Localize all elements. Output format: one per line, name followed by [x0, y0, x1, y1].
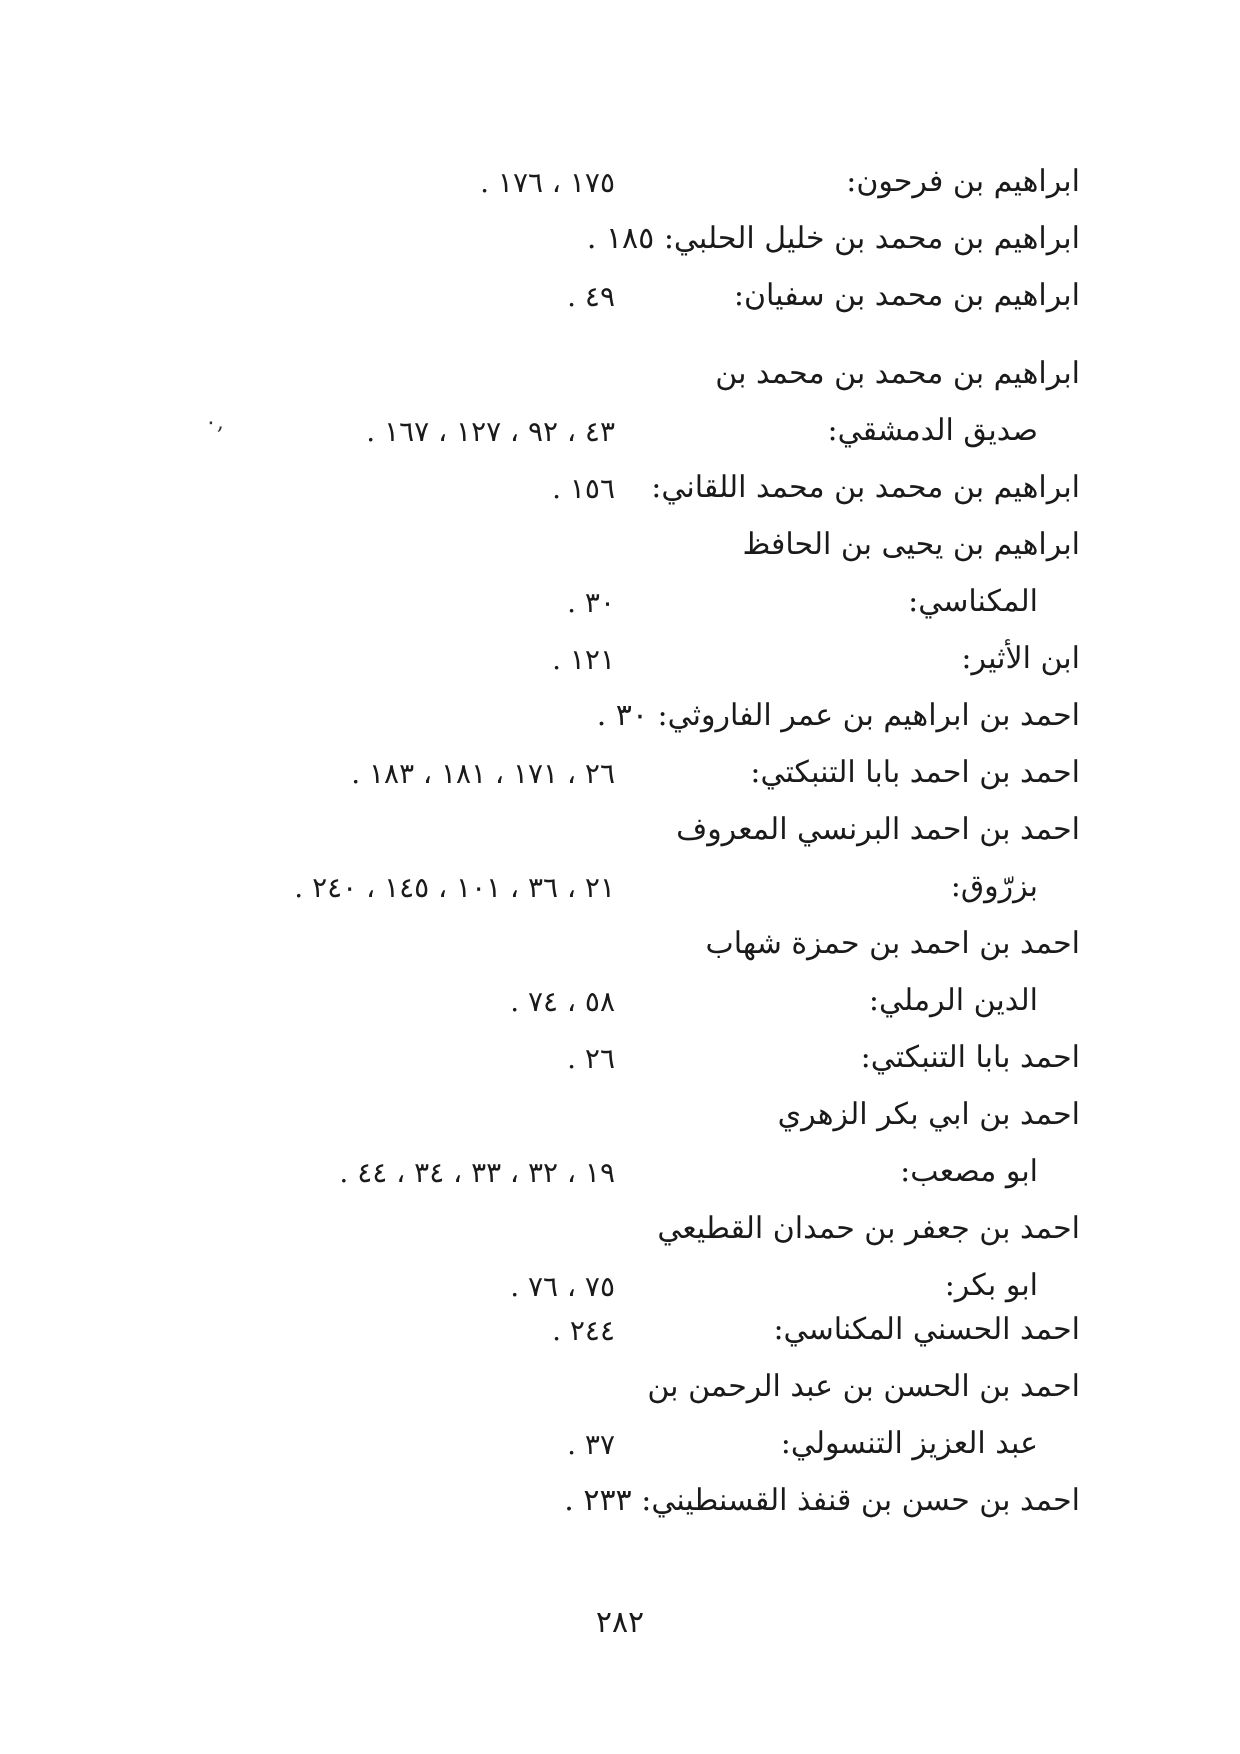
- entry-pages: ٣٧ .: [567, 1428, 615, 1461]
- entry-name: ابراهيم بن فرحون:: [846, 164, 1080, 199]
- index-entry: [150, 637, 1080, 694]
- entry-pages: ٢٦ .: [567, 1042, 615, 1075]
- index-entry-continuation: [150, 979, 1080, 1036]
- index-entry: [150, 751, 1080, 808]
- entry-name: احمد بن ابي بكر الزهري: [777, 1097, 1080, 1132]
- entry-pages: ١٧٥ ، ١٧٦ .: [480, 166, 615, 199]
- index-entry: [150, 1207, 1080, 1264]
- entry-pages: ٤٩ .: [567, 280, 615, 313]
- entry-pages: ٧٥ ، ٧٦ .: [510, 1270, 615, 1303]
- entry-pages: ٤٣ ، ٩٢ ، ١٢٧ ، ١٦٧ .: [366, 415, 615, 448]
- index-entry: [150, 1093, 1080, 1150]
- entry-name: ابراهيم بن محمد بن محمد اللقاني:: [651, 470, 1080, 505]
- entry-name: المكناسي:: [908, 584, 1038, 619]
- entry-name: ابراهيم بن محمد بن محمد بن: [715, 356, 1080, 391]
- entry-pages: ٢٦ ، ١٧١ ، ١٨١ ، ١٨٣ .: [351, 757, 615, 790]
- index-entry-continuation: [150, 865, 1080, 922]
- entry-name: ابن الأثير:: [961, 641, 1080, 676]
- index-entry: [150, 352, 1080, 409]
- index-entry-continuation: [150, 1422, 1080, 1479]
- index-entry: [150, 922, 1080, 979]
- page-number: ٢٨٢: [595, 1605, 645, 1640]
- entry-name: احمد بن احمد بابا التنبكتي:: [750, 755, 1080, 790]
- entry-pages: ١٩ ، ٣٢ ، ٣٣ ، ٣٤ ، ٤٤ .: [339, 1156, 615, 1189]
- index-entry-continuation: [150, 580, 1080, 637]
- entry-name: احمد بن جعفر بن حمدان القطيعي: [657, 1211, 1080, 1246]
- entry-name: ابراهيم بن محمد بن خليل الحلبي: ١٨٥ .: [586, 221, 1080, 256]
- entry-name: احمد بن حسن بن قنفذ القسنطيني: ٢٣٣ .: [564, 1483, 1080, 1518]
- entry-name: بزرّوق:: [950, 869, 1038, 904]
- index-entry-continuation: [150, 1264, 1080, 1308]
- entry-pages: ٣٠ .: [567, 586, 615, 619]
- entry-name: ابراهيم بن محمد بن سفيان:: [733, 278, 1080, 313]
- entry-pages: ٥٨ ، ٧٤ .: [510, 985, 615, 1018]
- index-entry: [150, 808, 1080, 865]
- entry-name: عبد العزيز التنسولي:: [780, 1426, 1038, 1461]
- entry-pages: ٢٤٤ .: [552, 1314, 615, 1347]
- entry-name: ابراهيم بن يحيى بن الحافظ: [742, 527, 1080, 562]
- entry-pages: ١٢١ .: [552, 643, 615, 676]
- entry-name: احمد بن احمد البرنسي المعروف: [676, 812, 1080, 847]
- index-entry-continuation: [150, 1150, 1080, 1207]
- entry-name: الدين الرملي:: [868, 983, 1038, 1018]
- index-entry: [150, 466, 1080, 523]
- index-entry: [150, 1479, 1080, 1536]
- entry-name: احمد بن الحسن بن عبد الرحمن بن: [647, 1369, 1080, 1404]
- entry-name: احمد الحسني المكناسي:: [773, 1312, 1080, 1347]
- index-entry: [150, 1365, 1080, 1422]
- entry-name: ابو بكر:: [944, 1268, 1038, 1303]
- index-list: [150, 160, 1080, 1536]
- entry-name: احمد بابا التنبكتي:: [860, 1040, 1080, 1075]
- entry-name: احمد بن احمد بن حمزة شهاب: [705, 926, 1080, 961]
- index-entry: [150, 523, 1080, 580]
- index-entry-continuation: [150, 409, 1080, 466]
- entry-name: احمد بن ابراهيم بن عمر الفاروثي: ٣٠ .: [596, 698, 1080, 733]
- index-entry: [150, 1308, 1080, 1365]
- entry-name: صديق الدمشقي:: [827, 413, 1038, 448]
- index-entry: [150, 694, 1080, 751]
- index-entry: [150, 1036, 1080, 1093]
- entry-pages: ١٥٦ .: [552, 472, 615, 505]
- entry-name: ابو مصعب:: [900, 1154, 1038, 1189]
- index-entry: [150, 274, 1080, 331]
- index-entry: [150, 217, 1080, 274]
- index-entry: [150, 160, 1080, 217]
- entry-pages: ٢١ ، ٣٦ ، ١٠١ ، ١٤٥ ، ٢٤٠ .: [294, 871, 615, 904]
- stray-mark: ٠,: [205, 410, 224, 435]
